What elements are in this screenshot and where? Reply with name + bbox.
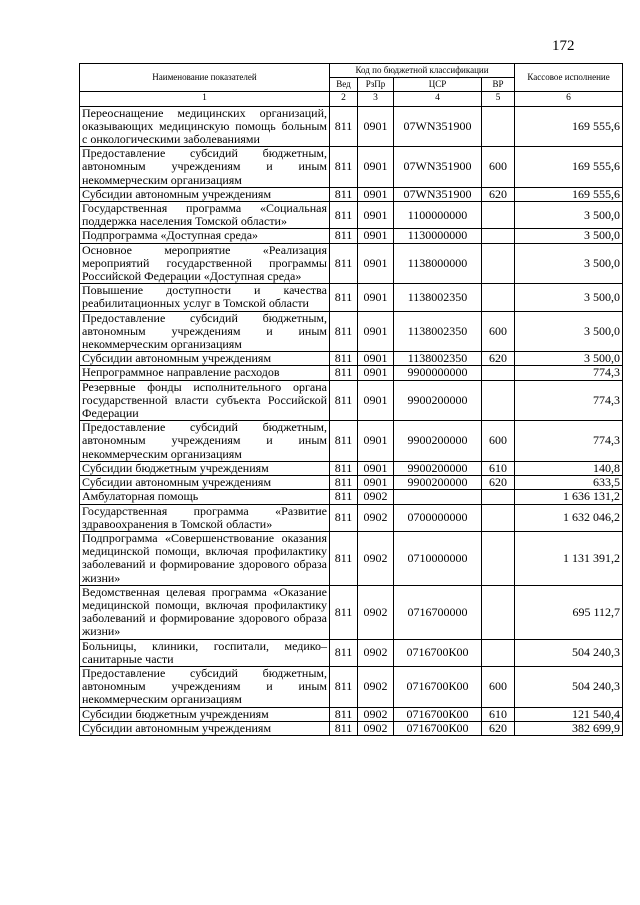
column-number-row	[80, 92, 623, 106]
row-csr: 0710000000	[394, 531, 482, 585]
row-name: Амбулаторная помощь	[80, 490, 330, 504]
row-vr	[482, 490, 515, 504]
row-amount: 140,8	[515, 461, 623, 475]
row-csr	[394, 490, 482, 504]
row-name: Ведомственная целевая программа «Оказание медицинской помощи, включая профилактику заболеваний и формирование здорового образа жизни»	[80, 585, 330, 639]
row-ved: 811	[330, 187, 358, 201]
row-rzpr: 0901	[358, 366, 394, 380]
row-vr	[482, 243, 515, 284]
row-amount: 3 500,0	[515, 202, 623, 229]
row-ved: 811	[330, 243, 358, 284]
row-name: Субсидии автономным учреждениям	[80, 187, 330, 201]
row-amount: 3 500,0	[515, 311, 623, 352]
row-ved: 811	[330, 504, 358, 531]
row-rzpr: 0901	[358, 476, 394, 490]
row-name: Подпрограмма «Доступная среда»	[80, 229, 330, 243]
row-amount: 3 500,0	[515, 229, 623, 243]
row-ved: 811	[330, 311, 358, 352]
row-ved: 811	[330, 421, 358, 462]
row-rzpr: 0902	[358, 707, 394, 721]
row-ved: 811	[330, 202, 358, 229]
header-ved: Вед	[330, 78, 358, 92]
row-amount: 774,3	[515, 380, 623, 421]
header-vr: ВР	[482, 78, 515, 92]
row-amount: 1 636 131,2	[515, 490, 623, 504]
row-ved: 811	[330, 531, 358, 585]
row-ved: 811	[330, 490, 358, 504]
row-rzpr: 0901	[358, 147, 394, 188]
row-name: Субсидии автономным учреждениям	[80, 721, 330, 735]
row-name: Субсидии бюджетным учреждениям	[80, 707, 330, 721]
row-name: Переоснащение медицинских организаций, оказывающих медицинскую помощь больным с онкологическими заболеваниями	[80, 106, 330, 147]
column-number: 1	[80, 92, 330, 106]
row-csr: 1138000000	[394, 243, 482, 284]
row-amount: 3 500,0	[515, 243, 623, 284]
column-number: 4	[394, 92, 482, 106]
row-csr: 07WN351900	[394, 106, 482, 147]
row-amount: 633,5	[515, 476, 623, 490]
row-amount: 169 555,6	[515, 106, 623, 147]
row-csr: 0716700К00	[394, 721, 482, 735]
column-number: 6	[515, 92, 623, 106]
row-rzpr: 0902	[358, 585, 394, 639]
row-rzpr: 0901	[358, 106, 394, 147]
row-vr	[482, 229, 515, 243]
table-body	[80, 106, 623, 735]
table-row	[80, 531, 623, 585]
row-rzpr: 0901	[358, 229, 394, 243]
row-name: Государственная программа «Социальная поддержка населения Томской области»	[80, 202, 330, 229]
row-vr: 600	[482, 311, 515, 352]
row-amount: 382 699,9	[515, 721, 623, 735]
table-row	[80, 187, 623, 201]
row-ved: 811	[330, 666, 358, 707]
budget-table	[79, 63, 623, 736]
row-ved: 811	[330, 229, 358, 243]
row-amount: 504 240,3	[515, 639, 623, 666]
row-amount: 169 555,6	[515, 147, 623, 188]
row-amount: 1 632 046,2	[515, 504, 623, 531]
row-csr: 07WN351900	[394, 147, 482, 188]
row-vr	[482, 380, 515, 421]
row-rzpr: 0901	[358, 311, 394, 352]
header-name: Наименование показателей	[80, 64, 330, 92]
row-rzpr: 0902	[358, 721, 394, 735]
row-rzpr: 0901	[358, 243, 394, 284]
row-amount: 774,3	[515, 421, 623, 462]
row-name: Предоставление субсидий бюджетным, автономным учреждениям и иным некоммерческим организациям	[80, 666, 330, 707]
row-ved: 811	[330, 707, 358, 721]
row-vr	[482, 531, 515, 585]
row-csr: 0716700К00	[394, 707, 482, 721]
table-row	[80, 721, 623, 735]
row-csr: 1138002350	[394, 284, 482, 311]
row-csr: 0700000000	[394, 504, 482, 531]
row-rzpr: 0901	[358, 421, 394, 462]
table-row	[80, 707, 623, 721]
table-row	[80, 639, 623, 666]
row-csr: 0716700000	[394, 585, 482, 639]
row-vr	[482, 639, 515, 666]
row-name: Субсидии автономным учреждениям	[80, 476, 330, 490]
table-row	[80, 490, 623, 504]
header-row-1	[80, 64, 623, 78]
table-row	[80, 229, 623, 243]
row-rzpr: 0902	[358, 504, 394, 531]
row-amount: 504 240,3	[515, 666, 623, 707]
header-amount: Кассовое исполнение	[515, 64, 623, 92]
row-name: Предоставление субсидий бюджетным, автономным учреждениям и иным некоммерческим организациям	[80, 147, 330, 188]
row-rzpr: 0902	[358, 666, 394, 707]
row-ved: 811	[330, 476, 358, 490]
row-amount: 774,3	[515, 366, 623, 380]
row-csr: 9900000000	[394, 366, 482, 380]
row-rzpr: 0902	[358, 639, 394, 666]
row-rzpr: 0901	[358, 380, 394, 421]
row-csr: 1100000000	[394, 202, 482, 229]
header-code-group: Код по бюджетной классификации	[330, 64, 515, 78]
row-ved: 811	[330, 284, 358, 311]
table-row	[80, 421, 623, 462]
row-csr: 1138002350	[394, 352, 482, 366]
row-name: Предоставление субсидий бюджетным, автономным учреждениям и иным некоммерческим организациям	[80, 421, 330, 462]
row-csr: 9900200000	[394, 421, 482, 462]
row-csr: 9900200000	[394, 380, 482, 421]
row-vr: 600	[482, 666, 515, 707]
table-row	[80, 366, 623, 380]
row-ved: 811	[330, 366, 358, 380]
table-row	[80, 504, 623, 531]
row-amount: 695 112,7	[515, 585, 623, 639]
table-row	[80, 461, 623, 475]
row-amount: 1 131 391,2	[515, 531, 623, 585]
row-name: Повышение доступности и качества реабилитационных услуг в Томской области	[80, 284, 330, 311]
row-amount: 169 555,6	[515, 187, 623, 201]
row-name: Непрограммное направление расходов	[80, 366, 330, 380]
table-row	[80, 243, 623, 284]
column-number: 3	[358, 92, 394, 106]
column-number: 5	[482, 92, 515, 106]
row-csr: 0716700К00	[394, 639, 482, 666]
row-vr: 620	[482, 476, 515, 490]
table-row	[80, 352, 623, 366]
row-name: Основное мероприятие «Реализация мероприятий государственной программы Российской Федерации «Доступная среда»	[80, 243, 330, 284]
column-number: 2	[330, 92, 358, 106]
row-amount: 3 500,0	[515, 352, 623, 366]
row-vr	[482, 366, 515, 380]
row-rzpr: 0901	[358, 202, 394, 229]
row-ved: 811	[330, 639, 358, 666]
header-csr: ЦСР	[394, 78, 482, 92]
row-name: Предоставление субсидий бюджетным, автономным учреждениям и иным некоммерческим организациям	[80, 311, 330, 352]
table-row	[80, 666, 623, 707]
row-rzpr: 0901	[358, 284, 394, 311]
row-csr: 9900200000	[394, 461, 482, 475]
row-ved: 811	[330, 585, 358, 639]
row-rzpr: 0901	[358, 461, 394, 475]
row-vr: 620	[482, 721, 515, 735]
row-name: Субсидии автономным учреждениям	[80, 352, 330, 366]
header-rzpr: РзПр	[358, 78, 394, 92]
row-name: Больницы, клиники, госпитали, медико–санитарные части	[80, 639, 330, 666]
row-vr: 620	[482, 187, 515, 201]
row-ved: 811	[330, 461, 358, 475]
row-csr: 07WN351900	[394, 187, 482, 201]
table-row	[80, 106, 623, 147]
row-ved: 811	[330, 147, 358, 188]
row-vr: 610	[482, 707, 515, 721]
table-row	[80, 284, 623, 311]
row-csr: 9900200000	[394, 476, 482, 490]
row-ved: 811	[330, 106, 358, 147]
row-ved: 811	[330, 352, 358, 366]
row-vr	[482, 284, 515, 311]
table-row	[80, 147, 623, 188]
page-number: 172	[552, 38, 575, 54]
row-vr	[482, 585, 515, 639]
row-name: Подпрограмма «Совершенствование оказания медицинской помощи, включая профилактику заболеваний и формирование здорового образа жизни»	[80, 531, 330, 585]
table-row	[80, 311, 623, 352]
row-vr: 600	[482, 147, 515, 188]
row-rzpr: 0902	[358, 490, 394, 504]
row-vr: 620	[482, 352, 515, 366]
row-rzpr: 0901	[358, 352, 394, 366]
row-csr: 1130000000	[394, 229, 482, 243]
row-rzpr: 0901	[358, 187, 394, 201]
row-ved: 811	[330, 721, 358, 735]
table-row	[80, 202, 623, 229]
row-name: Субсидии бюджетным учреждениям	[80, 461, 330, 475]
row-amount: 3 500,0	[515, 284, 623, 311]
row-vr	[482, 106, 515, 147]
row-name: Государственная программа «Развитие здравоохранения в Томской области»	[80, 504, 330, 531]
table-row	[80, 476, 623, 490]
row-csr: 1138002350	[394, 311, 482, 352]
row-ved: 811	[330, 380, 358, 421]
row-vr	[482, 202, 515, 229]
table-row	[80, 585, 623, 639]
row-vr: 610	[482, 461, 515, 475]
row-csr: 0716700К00	[394, 666, 482, 707]
table-row	[80, 380, 623, 421]
row-name: Резервные фонды исполнительного органа государственной власти субъекта Российской Федерации	[80, 380, 330, 421]
row-amount: 121 540,4	[515, 707, 623, 721]
row-vr: 600	[482, 421, 515, 462]
row-vr	[482, 504, 515, 531]
row-rzpr: 0902	[358, 531, 394, 585]
